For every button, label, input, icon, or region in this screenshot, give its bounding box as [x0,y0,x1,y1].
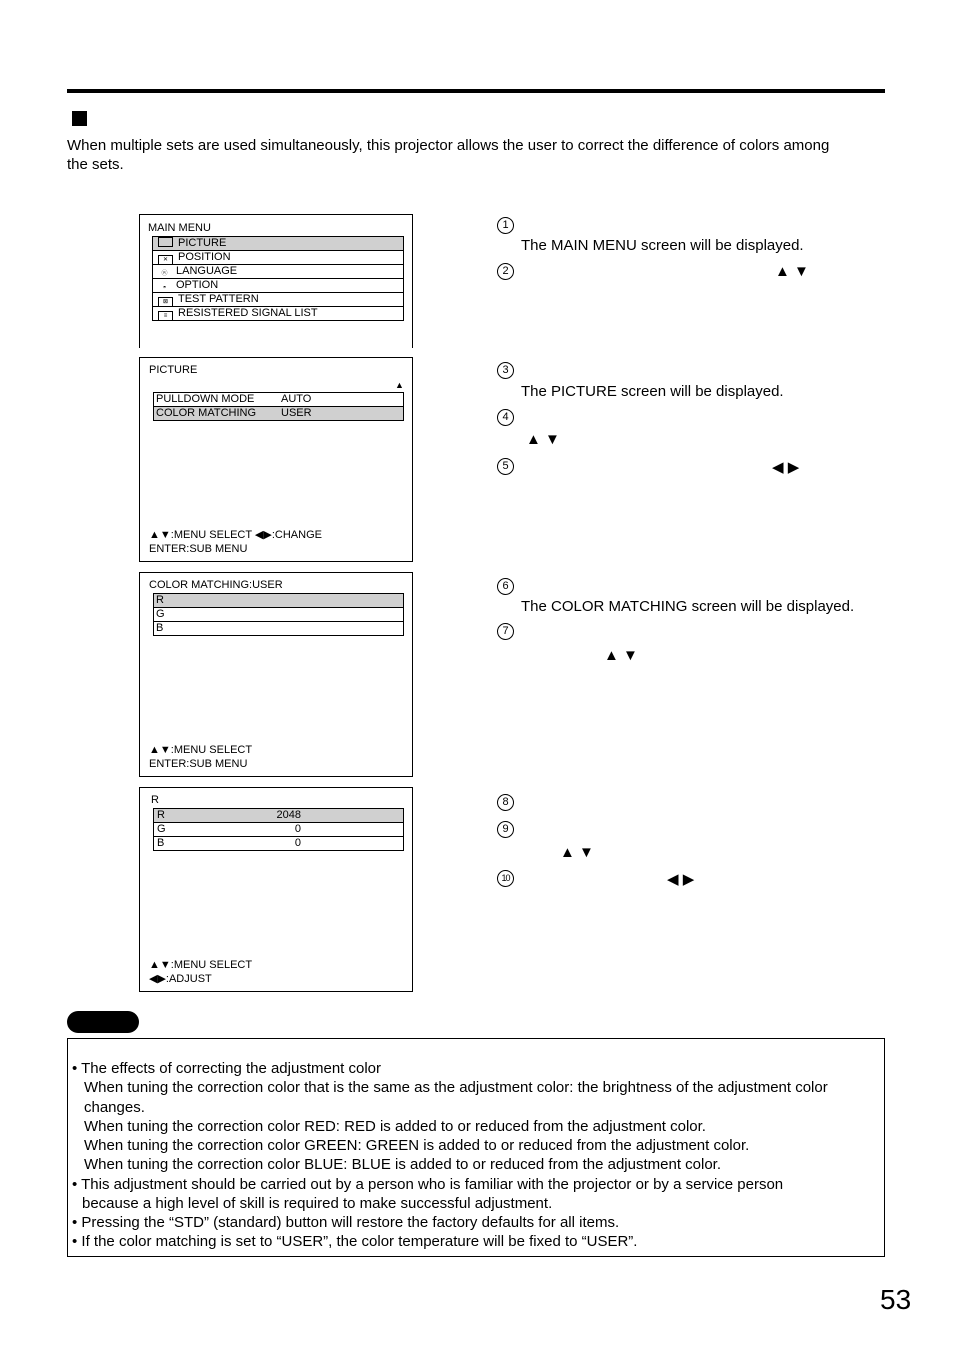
picture-footer-1: ▲▼:MENU SELECT ◀▶:CHANGE [149,529,322,541]
value-b: 0 [294,837,301,849]
picture-icon [158,237,173,247]
page-number: 53 [880,1284,912,1315]
picture-footer-2: ENTER:SUB MENU [149,543,248,555]
menu-item-g[interactable]: G [154,608,403,622]
picture-list [153,392,404,421]
picture-screen [139,357,413,562]
menu-item-picture[interactable]: PICTURE [153,237,403,251]
menu-item-option[interactable]: ◓ OPTION [153,279,403,293]
menu-item-pulldown-mode[interactable]: PULLDOWN MODE AUTO [154,393,403,407]
note-line-5: When tuning the correction color GREEN: GREEN is added to or reduced from the adjustment color. [84,1137,750,1154]
menu-item-color-matching[interactable]: COLOR MATCHING USER [154,407,403,420]
note-label [67,1011,139,1033]
intro-text [67,136,887,174]
step-2-number: 2 [497,263,514,280]
step-7-arrows: ▲ ▼ [604,647,638,664]
r-adjust-list [153,808,404,851]
step-3-number: 3 [497,362,514,379]
note-line-7: • This adjustment should be carried out by a person who is familiar with the projector or by a service person [72,1176,784,1193]
step-5-arrows: ◀ ▶ [772,459,800,476]
step-3-text: The PICTURE screen will be displayed. [521,383,784,400]
step-9-number: 9 [497,821,514,838]
menu-item-test-pattern[interactable]: ⊠ TEST PATTERN [153,293,403,307]
note-line-10: • If the color matching is set to “USER”, the color temperature will be fixed to “USER”. [72,1233,638,1250]
step-1-number: 1 [497,217,514,234]
step-9-arrows: ▲ ▼ [560,844,594,861]
value-g: 0 [294,823,301,835]
color-matching-footer-2: ENTER:SUB MENU [149,758,248,770]
note-line-3: changes. [84,1099,145,1116]
step-2-arrows: ▲ ▼ [775,263,809,280]
adjust-row-g[interactable]: G 0 [154,823,403,837]
header-rule [67,89,885,93]
value-r: 2048 [276,809,301,821]
main-menu-list [152,236,404,321]
intro-line-1: When multiple sets are used simultaneously, this projector allows the user to correct the difference of colors among [67,137,830,154]
option-icon: ◓ [162,285,167,291]
note-line-9: • Pressing the “STD” (standard) button will restore the factory defaults for all items. [72,1214,620,1231]
note-box [67,1038,885,1257]
step-1-text: The MAIN MENU screen will be displayed. [521,237,804,254]
r-adjust-footer-1: ▲▼:MENU SELECT [149,959,253,971]
step-5-number: 5 [497,458,514,475]
menu-item-r[interactable]: R [154,594,403,608]
note-line-1: • The effects of correcting the adjustment color [72,1060,382,1077]
r-adjust-title: R [151,794,159,806]
menu-item-language[interactable]: ⓦ LANGUAGE [153,265,403,279]
step-10-arrows: ◀ ▶ [667,871,695,888]
step-7-number: 7 [497,623,514,640]
test-pattern-icon: ⊠ [158,297,173,307]
color-matching-list [153,593,404,636]
note-line-2: When tuning the correction color that is the same as the adjustment color: the brightness of the adjustment color [84,1079,828,1096]
scroll-up-icon: ▲ [395,380,404,390]
menu-item-position[interactable]: ✕ POSITION [153,251,403,265]
r-adjust-footer-2: ◀▶:ADJUST [149,973,212,985]
adjust-row-r[interactable]: R 2048 [154,809,403,823]
note-line-4: When tuning the correction color RED: RED is added to or reduced from the adjustment color. [84,1118,706,1135]
step-4-arrows: ▲ ▼ [526,431,560,448]
intro-line-2: the sets. [67,156,124,173]
menu-item-b[interactable]: B [156,622,164,634]
step-6-text: The COLOR MATCHING screen will be displayed. [521,598,855,615]
menu-item-signal-list[interactable]: ≡ RESISTERED SIGNAL LIST [153,307,403,320]
main-menu-title: MAIN MENU [148,222,211,234]
step-10-number: 10 [497,870,514,887]
step-4-number: 4 [497,409,514,426]
section-marker-icon [72,111,87,126]
signal-list-icon: ≡ [158,311,173,321]
note-line-6: When tuning the correction color BLUE: BLUE is added to or reduced from the adjustment color. [84,1156,722,1173]
r-adjust-screen [139,787,413,992]
color-matching-title: COLOR MATCHING:USER [149,579,283,591]
note-line-8: because a high level of skill is required to make successful adjustment. [82,1195,553,1212]
position-icon: ✕ [158,255,173,265]
picture-title: PICTURE [149,364,198,376]
color-matching-screen [139,572,413,777]
step-6-number: 6 [497,578,514,595]
main-menu-screen [139,214,413,348]
language-icon: ⓦ [161,271,168,277]
adjust-row-b[interactable]: B 0 [157,837,301,849]
step-8-number: 8 [497,794,514,811]
color-matching-footer-1: ▲▼:MENU SELECT [149,744,253,756]
